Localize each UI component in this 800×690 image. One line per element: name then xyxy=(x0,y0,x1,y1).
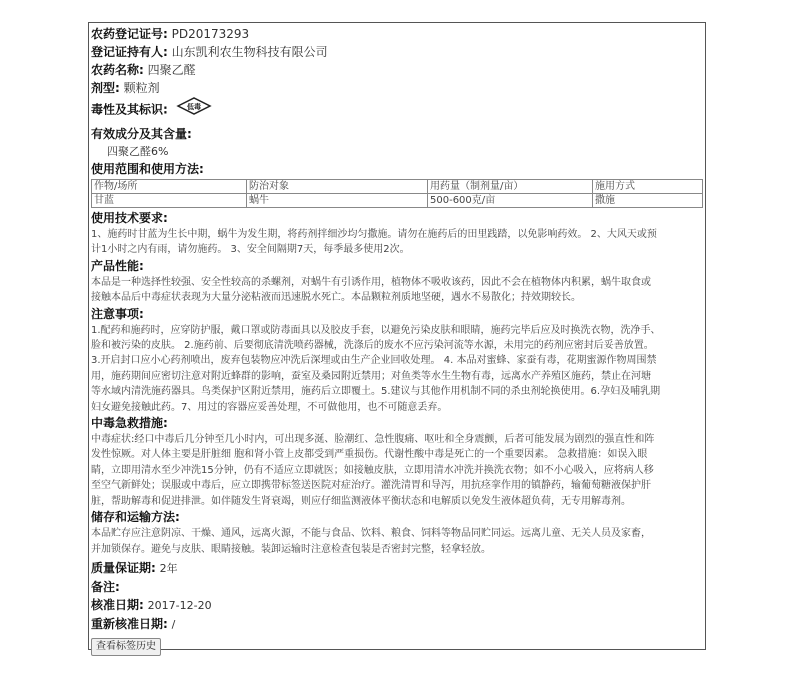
tech-line-2: 计1小时之内有雨，请勿施药。 3、安全间隔期7天，每季最多使用2次。 xyxy=(91,244,410,256)
approve-date-value: 2017-12-20 xyxy=(147,598,212,612)
toxicity-diamond-icon xyxy=(176,97,212,123)
storage-line-1: 本品贮存应注意阴凉、干燥、通风，远离火源，不能与食品、饮料、粮食、饲料等物品同贮同运。远离儿童、无关人员及家畜， xyxy=(91,528,651,540)
ingredient-value-row xyxy=(91,143,703,161)
tech-line-1: 1、施药时甘蓝为生长中期，蜗牛为发生期，将药剂拌细沙均匀撒施。请勿在施药后的田里践踏，以免影响药效。 2、大风天或预 xyxy=(91,229,657,240)
first-aid-line-5: 脏，帮助解毒和促进排泄。如伴随发生肾衰竭，则应仔细监测液体平衡状态和电解质以免发生液体超负荷，无专用解毒剂。 xyxy=(91,495,631,507)
holder-row xyxy=(91,43,703,61)
toxicity-badge-text: 低毒 xyxy=(186,103,201,111)
form-label: 剂型: xyxy=(91,81,120,95)
usage-table-header xyxy=(92,180,703,194)
name-value: 四聚乙醛 xyxy=(147,63,196,77)
remarks-label: 备注: xyxy=(91,579,120,594)
toxicity-row xyxy=(91,97,703,123)
shelf-life-label: 质量保证期: xyxy=(91,560,156,575)
first-aid-line-1: 中毒症状:经口中毒后几分钟至几小时内，可出现多涎、脸潮红、急性腹痛、呕吐和全身震颤，后者可能发展为剧烈的强直性和阵 xyxy=(91,434,655,446)
reapprove-date-label: 重新核准日期: xyxy=(91,616,168,631)
ingredient-value: 四聚乙醛6% xyxy=(107,145,169,158)
view-label-history-button[interactable]: 查看标签历史 xyxy=(91,638,161,656)
cell-crop: 甘蓝 xyxy=(92,194,247,208)
notes-line-6: 妇女避免接触此药。7、用过的容器应妥善处理，不可做他用，也不可随意丢弃。 xyxy=(91,401,448,413)
notes-line-1: 1.配药和施药时，应穿防护服，戴口罩或防毒面具以及胶皮手套，以避免污染皮肤和眼睛，施药完毕后应及时换洗衣物，洗净手、 xyxy=(91,324,661,336)
cell-dosage: 500-600克/亩 xyxy=(428,194,593,208)
col-dosage: 用药量（制剂量/亩） xyxy=(428,180,593,194)
col-crop: 作物/场所 xyxy=(92,180,247,194)
approve-date-label: 核准日期: xyxy=(91,597,144,612)
usage-heading: 使用范围和使用方法: xyxy=(91,162,204,176)
table-row xyxy=(92,194,703,208)
storage-heading: 储存和运输方法: xyxy=(91,510,180,525)
reapprove-date-value: / xyxy=(171,617,176,631)
first-aid-line-2: 发性惊厥。对人体主要是肝脏细 胞和肾小管上皮都受到严重损伤。代谢性酸中毒是死亡的一个重要因素。 急救措施：如误入眼 xyxy=(91,449,648,461)
form-row xyxy=(91,79,703,97)
approve-date-row xyxy=(91,596,703,615)
col-method: 施用方式 xyxy=(593,180,703,194)
notes-heading: 注意事项: xyxy=(91,306,144,321)
usage-table xyxy=(91,179,703,208)
reapprove-date-row xyxy=(91,615,703,634)
toxicity-label: 毒性及其标识: xyxy=(91,102,168,117)
reg-no-row xyxy=(91,25,703,43)
shelf-life-value: 2年 xyxy=(159,561,178,575)
first-aid-heading: 中毒急救措施: xyxy=(91,416,168,431)
reg-no-label: 农药登记证号: xyxy=(91,27,168,41)
label-document xyxy=(88,22,706,650)
first-aid-line-4: 至空气新鲜处；误服或中毒后，应立即携带标签送医院对症治疗。灌洗清胃和导泻，用抗痉挛作用的镇静药，输葡萄糖液保护肝 xyxy=(91,480,651,492)
performance-line-2: 接触本品后中毒症状表现为大量分泌粘液而迅速脱水死亡。本品颗粒剂质地坚硬，遇水不易散化；持效期较长。 xyxy=(91,292,581,304)
form-value: 颗粒剂 xyxy=(123,81,160,95)
name-row xyxy=(91,61,703,79)
performance-line-1: 本品是一种选择性较强、安全性较高的杀螺剂，对蜗牛有引诱作用，植物体不吸收该药，因此不会在植物体内积累，蜗牛取食或 xyxy=(91,276,651,288)
remarks-row xyxy=(91,578,703,596)
first-aid-line-3: 睛，立即用清水至少冲洗15分钟，仍有不适应立即就医；如接触皮肤，立即用清水冲洗并换洗衣物；如不小心吸入，应将病人移 xyxy=(91,464,654,476)
holder-label: 登记证持有人: xyxy=(91,45,168,59)
holder-value: 山东凯利农生物科技有限公司 xyxy=(171,45,328,59)
notes-line-4: 用，施药期间应密切注意对附近蜂群的影响，蚕室及桑园附近禁用；对鱼类等水生生物有毒，远离水产养殖区施药，禁止在河塘 xyxy=(91,370,651,382)
reg-no-value: PD20173293 xyxy=(171,27,250,41)
col-target: 防治对象 xyxy=(247,180,428,194)
cell-method: 撒施 xyxy=(593,194,703,208)
notes-line-2: 脸和被污染的皮肤。 2.施药前、后要彻底清洗喷药器械，洗涤后的废水不应污染河流等水源，未用完的药剂应密封后妥善放置。 xyxy=(91,340,654,352)
ingredient-label-row xyxy=(91,125,703,143)
notes-line-3: 3.开启封口应小心药剂喷出，废弃包装物应冲洗后深埋或由生产企业回收处理。 4. 本品对蜜蜂、家蚕有毒，花期蜜源作物周围禁 xyxy=(91,355,657,367)
performance-heading: 产品性能: xyxy=(91,258,144,273)
notes-line-5: 等水域内清洗施药器具。鸟类保护区附近禁用，施药后立即覆土。5.建议与其他作用机制不同的杀虫剂轮换使用。6.孕妇及哺乳期 xyxy=(91,386,661,398)
ingredient-label: 有效成分及其含量: xyxy=(91,127,192,141)
shelf-life-row xyxy=(91,559,703,578)
cell-target: 蜗牛 xyxy=(247,194,428,208)
name-label: 农药名称: xyxy=(91,63,144,77)
tech-heading: 使用技术要求: xyxy=(91,211,168,225)
storage-line-2: 并加锁保存。避免与皮肤、眼睛接触。装卸运输时注意检查包装是否密封完整，轻拿轻放。 xyxy=(91,543,491,555)
